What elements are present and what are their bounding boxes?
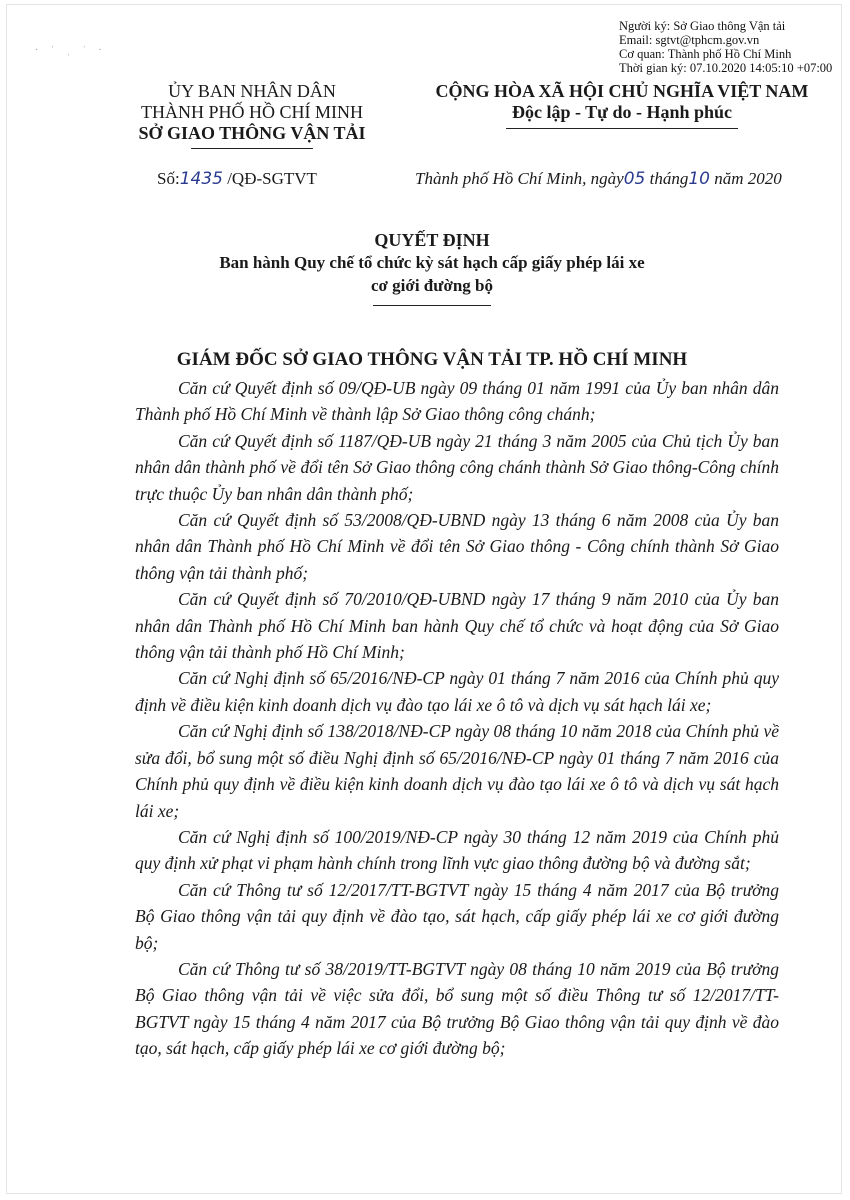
legal-basis-paragraph: Căn cứ Quyết định số 53/2008/QĐ-UBND ngày 13 tháng 6 năm 2008 của Ủy ban nhân dân Thành phố Hồ Chí Minh về đổi tên Sở Giao thông - Công chính thành Sở Giao thông vận tải thành phố; xyxy=(135,510,779,583)
document-number xyxy=(157,169,317,189)
legal-basis-paragraph: Căn cứ Nghị định số 138/2018/NĐ-CP ngày 08 tháng 10 năm 2018 của Chính phủ về sửa đổi, bổ sung một số điều Nghị định số 65/2016/NĐ-CP ngày 01 tháng 7 năm 2016 của Chính phủ quy định về điều kiện kinh doanh dịch vụ đào tạo lái xe ô tô và dịch vụ sát hạch lái xe; xyxy=(135,721,779,821)
legal-basis-paragraph: Căn cứ Thông tư số 38/2019/TT-BGTVT ngày 08 tháng 10 năm 2019 của Bộ trưởng Bộ Giao thông vận tải về việc sửa đổi, bổ sung một số điều Thông tư số 12/2017/TT-BGTVT ngày 15 tháng 4 năm 2017 của Bộ trưởng Bộ Giao thông vận tải quy định về đào tạo, sát hạch, cấp giấy phép lái xe cơ giới đường bộ; xyxy=(135,958,779,1059)
legal-basis-paragraph: Căn cứ Thông tư số 12/2017/TT-BGTVT ngày 15 tháng 4 năm 2017 của Bộ trưởng Bộ Giao thông vận tải quy định về đào tạo, sát hạch, cấp giấy phép lái xe cơ giới đường bộ; xyxy=(135,879,779,953)
signature-signer: Người ký: Sở Giao thông Vận tải xyxy=(619,19,786,33)
date-month: 10 xyxy=(688,169,710,189)
date-part-3: năm 2020 xyxy=(714,169,782,188)
signature-agency: Cơ quan: Thành phố Hồ Chí Minh xyxy=(619,47,792,61)
agency-underline xyxy=(191,148,313,149)
document-page xyxy=(6,4,842,1194)
document-date xyxy=(415,169,782,189)
title-underline xyxy=(373,305,491,306)
number-handwritten: 1435 xyxy=(179,169,223,189)
signature-email: Email: sgtvt@tphcm.gov.vn xyxy=(619,33,760,47)
number-suffix: /QĐ-SGTVT xyxy=(227,169,317,188)
document-body xyxy=(135,375,779,1062)
legal-basis-paragraph: Căn cứ Nghị định số 65/2016/NĐ-CP ngày 01 tháng 7 năm 2016 của Chính phủ quy định về điều kiện kinh doanh dịch vụ đào tạo lái xe ô tô và dịch vụ sát hạch lái xe; xyxy=(135,668,779,715)
date-day: 05 xyxy=(623,169,646,189)
legal-basis-paragraph: Căn cứ Quyết định số 70/2010/QĐ-UBND ngày 17 tháng 9 năm 2010 của Ủy ban nhân dân Thành phố Hồ Chí Minh ban hành Quy chế tổ chức và hoạt động của Sở Giao thông vận tải thành phố Hồ Chí Minh; xyxy=(135,589,779,663)
agency-line-1: ỦY BAN NHÂN DÂN xyxy=(168,81,336,101)
decision-title: QUYẾT ĐỊNH xyxy=(374,230,490,250)
decision-title-block xyxy=(7,229,850,306)
date-part-2: tháng xyxy=(649,169,689,188)
national-header xyxy=(397,81,847,129)
authority-heading: GIÁM ĐỐC SỞ GIAO THÔNG VẬN TẢI TP. HỒ CHÍ MINH xyxy=(176,349,688,370)
issuing-agency-header xyxy=(127,81,377,149)
agency-line-3: SỞ GIAO THÔNG VẬN TẢI xyxy=(138,123,366,143)
agency-line-2: THÀNH PHỐ HỒ CHÍ MINH xyxy=(141,102,363,122)
digital-signature-block xyxy=(619,19,832,75)
legal-basis-paragraph: Căn cứ Quyết định số 09/QĐ-UB ngày 09 tháng 01 năm 1991 của Ủy ban nhân dân Thành phố Hồ Chí Minh về thành lập Sở Giao thông công chánh; xyxy=(135,378,779,425)
national-title: CỘNG HÒA XÃ HỘI CHỦ NGHĨA VIỆT NAM xyxy=(435,81,809,101)
scan-specks: · ˈ ˌ ˈ · xyxy=(35,45,107,56)
date-part-1: Thành phố Hồ Chí Minh, ngày xyxy=(415,169,624,188)
motto-underline xyxy=(506,128,738,129)
decision-subtitle-2: cơ giới đường bộ xyxy=(370,276,494,295)
decision-subtitle-1: Ban hành Quy chế tổ chức kỳ sát hạch cấp giấy phép lái xe xyxy=(219,253,645,272)
number-prefix: Số: xyxy=(157,169,180,188)
signature-time: Thời gian ký: 07.10.2020 14:05:10 +07:00 xyxy=(619,61,833,75)
legal-basis-paragraph: Căn cứ Nghị định số 100/2019/NĐ-CP ngày 30 tháng 12 năm 2019 của Chính phủ quy định xử phạt vi phạm hành chính trong lĩnh vực giao thông đường bộ và đường sắt; xyxy=(135,826,779,874)
legal-basis-paragraph: Căn cứ Quyết định số 1187/QĐ-UB ngày 21 tháng 3 năm 2005 của Chủ tịch Ủy ban nhân dân thành phố về đổi tên Sở Giao thông công chánh thành Sở Giao thông-Công chính trực thuộc Ủy ban nhân dân thành phố; xyxy=(135,430,779,504)
national-motto: Độc lập - Tự do - Hạnh phúc xyxy=(511,102,733,122)
